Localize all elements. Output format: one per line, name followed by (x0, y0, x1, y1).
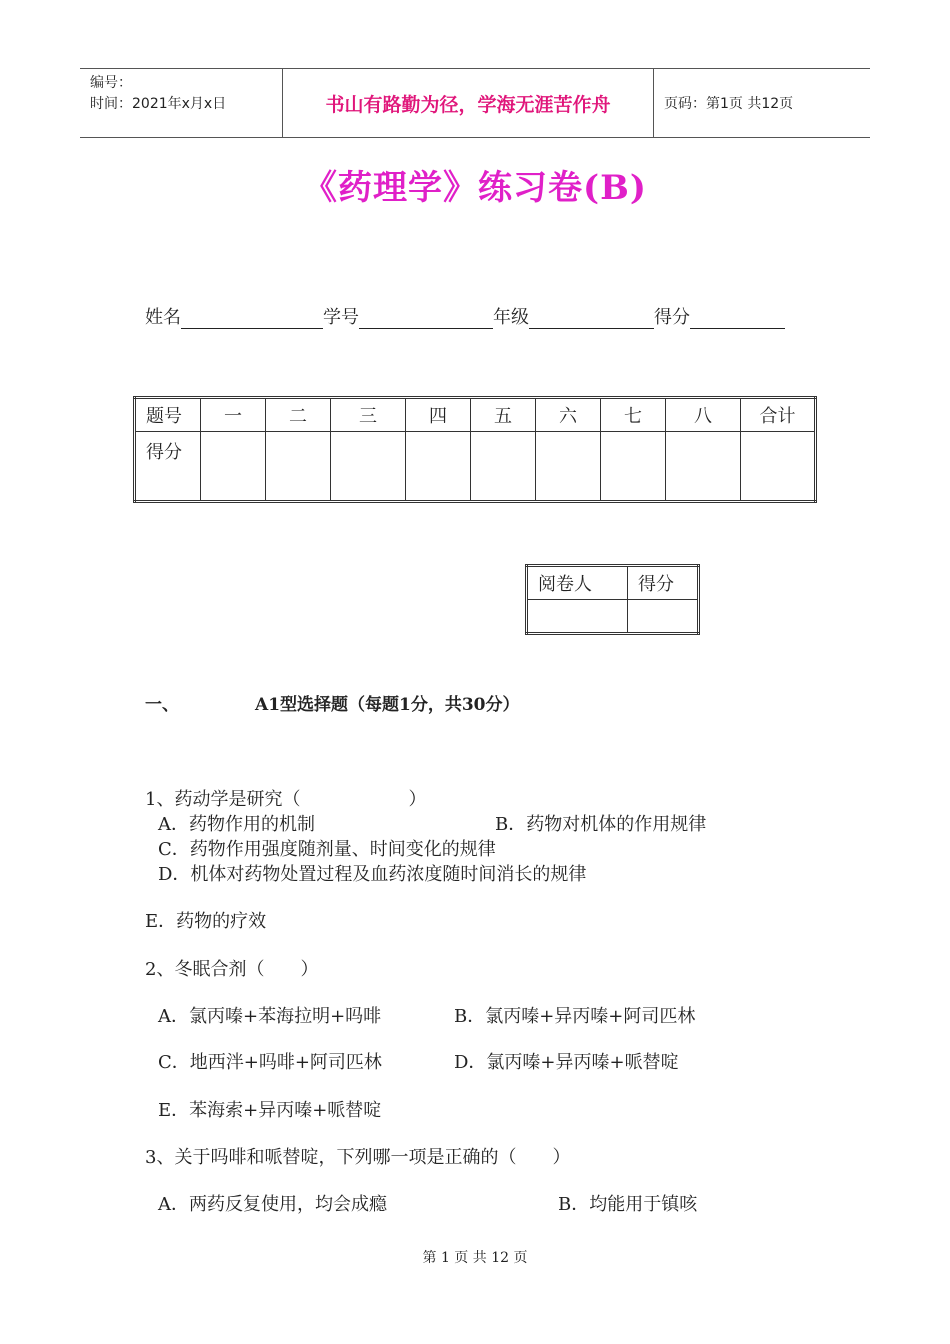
reader-label: 阅卷人 (527, 566, 628, 600)
score-row-label: 得分 (135, 432, 201, 502)
page-header (80, 68, 870, 138)
score-table-score-row (135, 432, 816, 502)
score-blank[interactable] (690, 308, 785, 329)
question-1-option-d[interactable]: D．机体对药物处置过程及血药浓度随时间消长的规律 (158, 864, 587, 885)
reader-input-cell[interactable] (527, 600, 628, 634)
student-id-blank[interactable] (359, 308, 493, 329)
score-table-cell: 八 (666, 398, 741, 432)
score-table-cell: 二 (266, 398, 331, 432)
header-meta (80, 69, 282, 137)
student-info-fields (145, 303, 785, 329)
question-1-option-e[interactable]: E．药物的疗效 (145, 911, 267, 932)
score-input-cell[interactable] (601, 432, 666, 502)
question-3-option-a[interactable]: A．两药反复使用，均会成瘾 (158, 1194, 387, 1215)
name-label: 姓名 (145, 307, 181, 328)
question-2-option-d[interactable]: D．氯丙嗪+异丙嗪+哌替啶 (454, 1052, 679, 1073)
header-page-info: 页码：第1页 共12页 (664, 96, 794, 112)
question-3-option-b[interactable]: B．均能用于镇咳 (558, 1194, 698, 1215)
student-id-label: 学号 (323, 307, 359, 328)
score-input-cell[interactable] (741, 432, 816, 502)
question-2-stem: 2、冬眠合剂（ ） (145, 959, 319, 980)
score-table-cell: 七 (601, 398, 666, 432)
reader-score-input-cell[interactable] (628, 600, 699, 634)
question-2-option-e[interactable]: E．苯海索+异丙嗪+哌替啶 (158, 1100, 382, 1121)
score-table-cell: 四 (406, 398, 471, 432)
section-title: A1型选择题（每题1分，共30分） (255, 695, 520, 715)
score-table-cell: 三 (331, 398, 406, 432)
score-table-cell: 一 (201, 398, 266, 432)
score-table-cell: 合计 (741, 398, 816, 432)
question-1-option-b[interactable]: B．药物对机体的作用规律 (495, 814, 707, 835)
score-input-cell[interactable] (201, 432, 266, 502)
question-3-stem: 3、关于吗啡和哌替啶，下列哪一项是正确的（ ） (145, 1147, 571, 1168)
score-label: 得分 (654, 307, 690, 328)
score-input-cell[interactable] (406, 432, 471, 502)
question-1-stem: 1、药动学是研究（ ） (145, 789, 427, 810)
score-table-cell: 五 (471, 398, 536, 432)
score-table-cell: 六 (536, 398, 601, 432)
section-heading (145, 690, 520, 715)
header-motto: 书山有路勤为径，学海无涯苦作舟 (282, 69, 654, 137)
exam-title: 《药理学》练习卷(B) (303, 168, 647, 208)
question-2-option-b[interactable]: B．氯丙嗪+异丙嗪+阿司匹林 (454, 1006, 696, 1027)
score-table (133, 396, 817, 503)
score-table-cell: 题号 (135, 398, 201, 432)
reader-score-label: 得分 (628, 566, 699, 600)
serial-label: 编号： (90, 75, 132, 91)
question-1-option-a[interactable]: A．药物作用的机制 (158, 814, 315, 835)
score-input-cell[interactable] (266, 432, 331, 502)
score-input-cell[interactable] (536, 432, 601, 502)
page-footer: 第 1 页 共 12 页 (422, 1250, 528, 1266)
question-1-option-c[interactable]: C．药物作用强度随剂量、时间变化的规律 (158, 839, 496, 860)
question-2-option-a[interactable]: A．氯丙嗪+苯海拉明+吗啡 (158, 1006, 382, 1027)
section-number: 一、 (145, 695, 179, 715)
score-input-cell[interactable] (331, 432, 406, 502)
score-input-cell[interactable] (666, 432, 741, 502)
grade-label: 年级 (493, 307, 529, 328)
reader-table (525, 564, 700, 635)
score-input-cell[interactable] (471, 432, 536, 502)
question-2-option-c[interactable]: C．地西泮+吗啡+阿司匹林 (158, 1052, 382, 1073)
grade-blank[interactable] (529, 308, 654, 329)
time-label: 时间：2021年x月x日 (90, 96, 227, 112)
name-blank[interactable] (181, 308, 323, 329)
score-table-header-row (135, 398, 816, 432)
